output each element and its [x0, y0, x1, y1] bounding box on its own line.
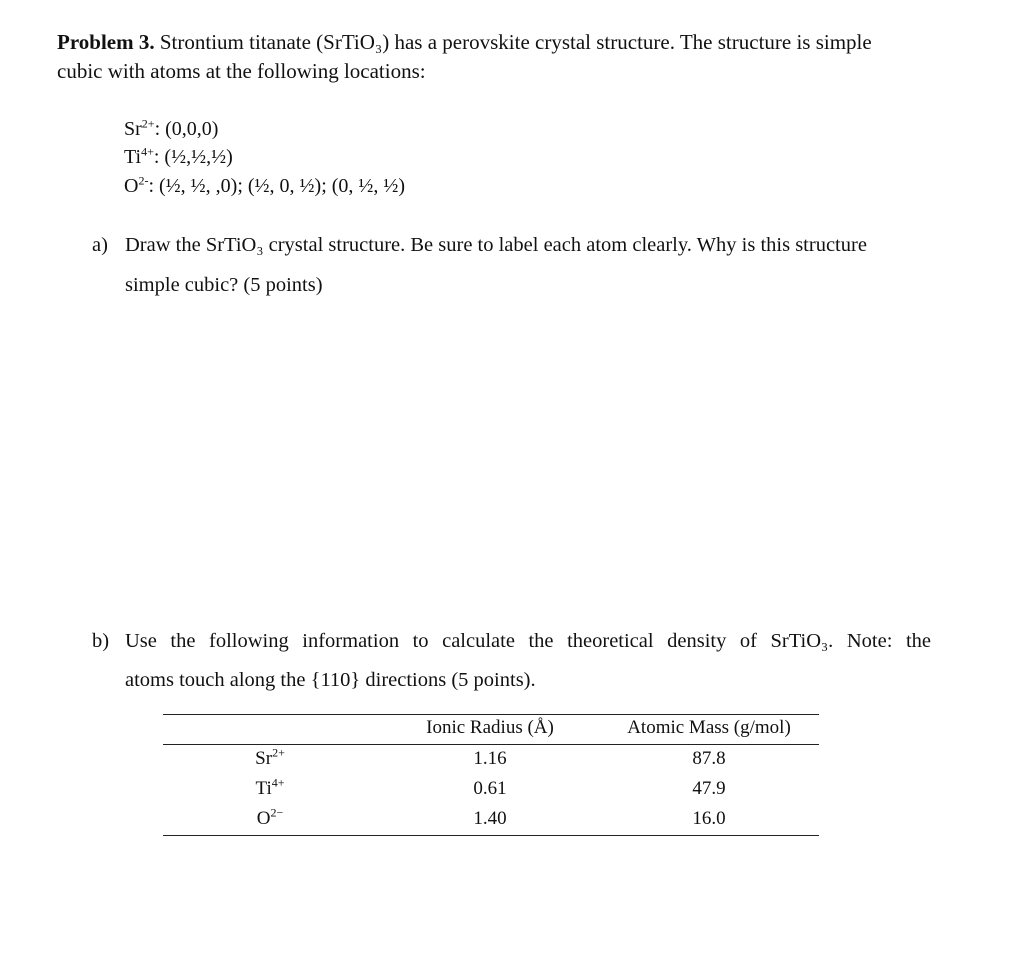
row-ion-symbol: Ti [255, 778, 272, 799]
row-ion [230, 805, 310, 830]
intro-line-2: cubic with atoms at the following locations: [57, 59, 426, 83]
problem-intro [57, 28, 872, 86]
location-coords: : (½, ½, ,0); (½, 0, ½); (0, ½, ½) [148, 175, 406, 197]
row-radius: 1.16 [473, 748, 507, 769]
row-mass: 47.9 [692, 778, 726, 799]
header-atomic-mass: Atomic Mass (g/mol) [627, 717, 791, 738]
row-radius: 0.61 [473, 778, 507, 799]
row-ion-charge: 2+ [272, 745, 285, 760]
part-b-line-1: Use the following information to calculate the theoretical density of SrTiO₃. Note: the [125, 630, 931, 652]
part-a-label: a) [92, 234, 108, 256]
part-b-label: b) [92, 630, 110, 652]
location-o [124, 175, 405, 198]
part-a-line-1: Draw the SrTiO₃ crystal structure. Be sure to label each atom clearly. Why is this structure [125, 234, 867, 256]
location-ion: O [124, 175, 139, 197]
location-charge: 2- [138, 173, 149, 188]
location-coords: : (0,0,0) [154, 118, 219, 140]
location-ion: Sr [124, 118, 142, 140]
part-a-line-2: simple cubic? (5 points) [125, 274, 323, 296]
row-ion-charge: 2− [270, 805, 284, 820]
location-charge: 4+ [141, 144, 154, 159]
row-mass: 16.0 [692, 808, 726, 829]
location-coords: : (½,½,½) [153, 146, 233, 168]
problem-label: Problem 3. [57, 30, 155, 54]
row-ion [230, 775, 310, 800]
row-mass: 87.8 [692, 748, 726, 769]
location-sr [124, 118, 218, 141]
header-rule [163, 744, 819, 745]
location-ti [124, 146, 233, 169]
row-radius: 1.40 [473, 808, 507, 829]
table-top-rule [163, 714, 819, 715]
table-bottom-rule [163, 835, 819, 836]
row-ion [230, 745, 310, 770]
location-charge: 2+ [141, 116, 155, 131]
row-ion-charge: 4+ [271, 775, 285, 790]
row-ion-symbol: Sr [255, 748, 273, 769]
part-b-line-2: atoms touch along the {110} directions (5 points). [125, 669, 536, 691]
row-ion-symbol: O [256, 808, 271, 829]
location-ion: Ti [124, 146, 142, 168]
header-ionic-radius: Ionic Radius (Å) [426, 717, 554, 738]
intro-text-1: Strontium titanate (SrTiO₃) has a perovskite crystal structure. The structure is simple [159, 30, 872, 54]
intro-line-1 [57, 28, 872, 57]
